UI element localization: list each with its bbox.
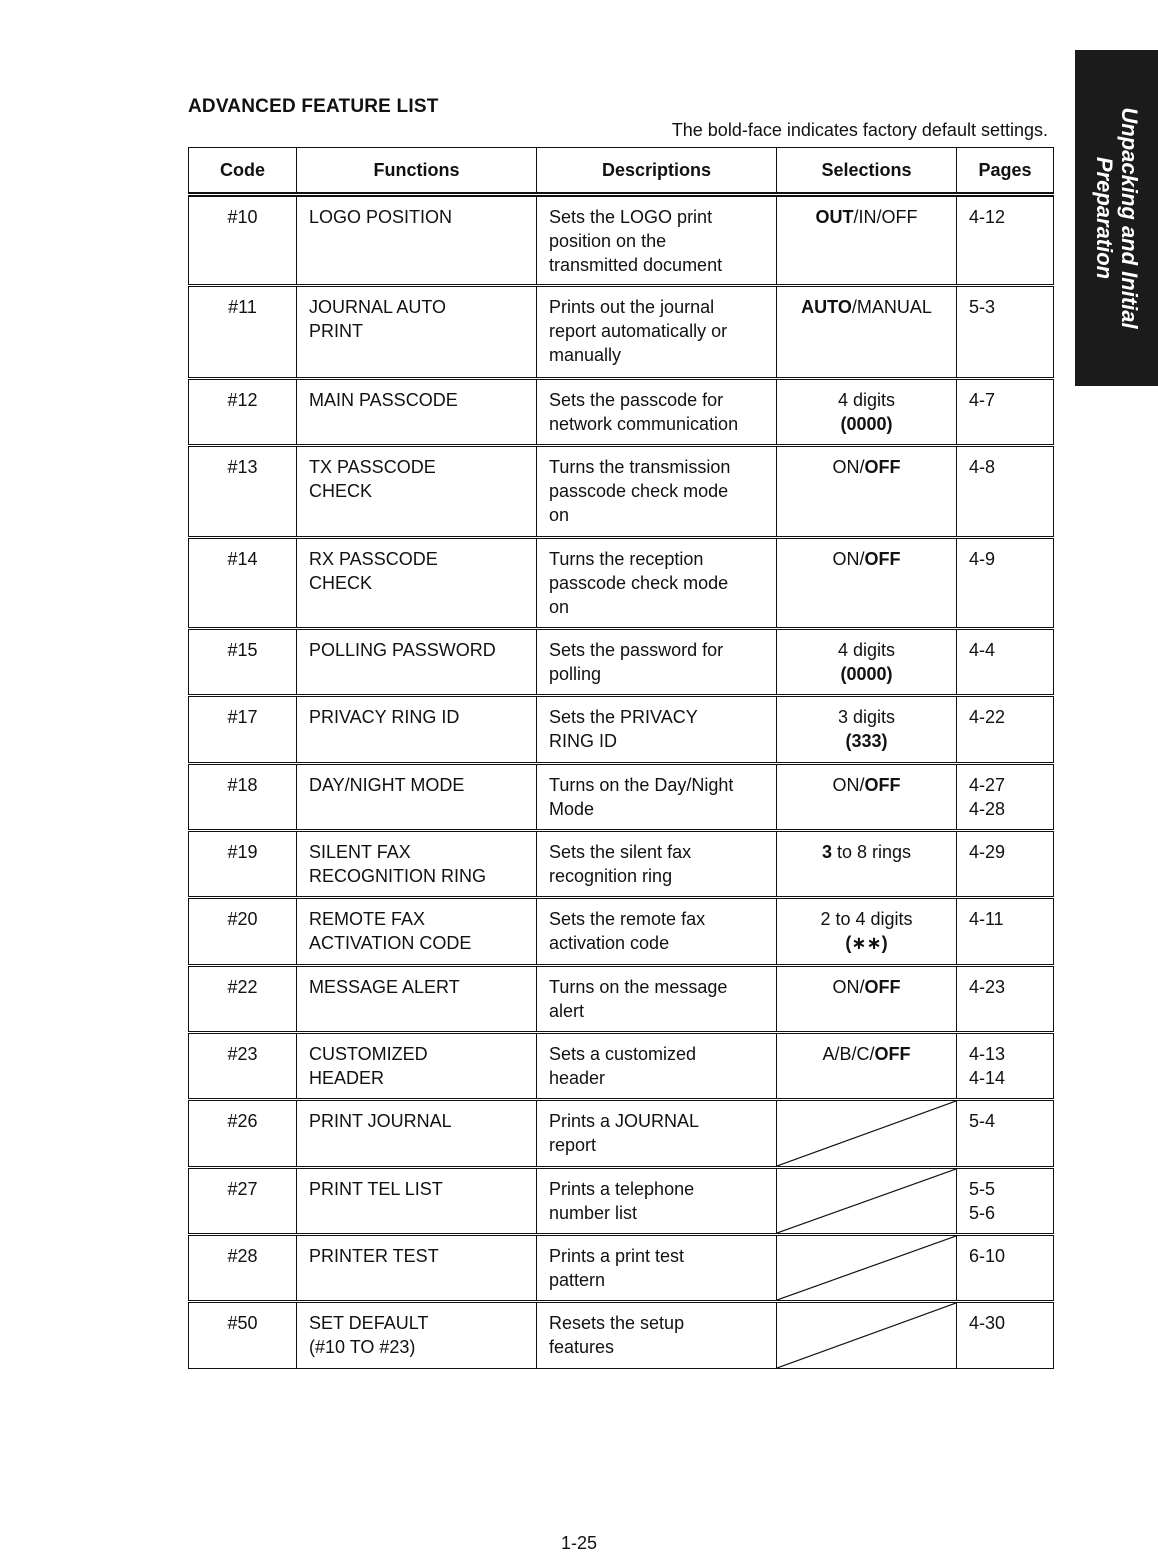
- page-reference: 4-11: [969, 909, 1004, 929]
- description-cell: [537, 898, 777, 966]
- code-cell: [189, 764, 297, 831]
- default-value: (0000): [840, 414, 893, 434]
- description-line: features: [549, 1337, 615, 1357]
- page-reference: 4-23: [969, 977, 1006, 997]
- header-selections: Selections: [777, 148, 957, 195]
- pages-cell: [957, 1235, 1054, 1302]
- description-cell: [537, 696, 777, 764]
- page-reference: 5-6: [969, 1203, 996, 1223]
- default-value: OFF: [874, 1044, 911, 1064]
- description-line: passcode check mode: [549, 573, 729, 593]
- feature-code: #20: [227, 909, 258, 929]
- description-cell: [537, 1168, 777, 1235]
- description-line: on: [549, 597, 570, 617]
- feature-code: #17: [227, 707, 258, 727]
- pages-cell: [957, 446, 1054, 538]
- function-cell: [297, 446, 537, 538]
- option-value: ON/: [832, 457, 865, 477]
- code-cell: [189, 379, 297, 446]
- page-reference: 4-30: [969, 1313, 1006, 1333]
- description-line: Turns on the message: [549, 977, 728, 997]
- function-line: DAY/NIGHT MODE: [309, 775, 465, 795]
- option-value: 2 to 4 digits: [820, 909, 913, 929]
- header-functions: Functions: [297, 148, 537, 195]
- table-row: [189, 1302, 1054, 1369]
- function-cell: [297, 195, 537, 286]
- code-cell: [189, 629, 297, 696]
- page-reference: 4-22: [969, 707, 1006, 727]
- default-settings-note: The bold-face indicates factory default settings.: [671, 120, 1048, 140]
- description-cell: [537, 286, 777, 379]
- description-line: Prints a telephone: [549, 1179, 695, 1199]
- description-line: pattern: [549, 1270, 606, 1290]
- description-cell: [537, 1100, 777, 1168]
- description-line: Sets the PRIVACY: [549, 707, 698, 727]
- selection-line: [777, 931, 956, 955]
- description-line: recognition ring: [549, 866, 673, 886]
- section-tab-label: Unpacking and Initial Preparation: [1091, 107, 1142, 329]
- selection-line: [777, 773, 956, 797]
- option-value: /IN/OFF: [853, 207, 918, 227]
- feature-code: #22: [227, 977, 258, 997]
- description-cell: [537, 379, 777, 446]
- description-cell: [537, 966, 777, 1033]
- table-row: [189, 1100, 1054, 1168]
- pages-cell: [957, 696, 1054, 764]
- description-line: Resets the setup: [549, 1313, 685, 1333]
- page-reference: 5-3: [969, 297, 996, 317]
- description-line: Mode: [549, 799, 595, 819]
- selection-cell: [777, 966, 957, 1033]
- function-line: REMOTE FAX: [309, 909, 426, 929]
- feature-code: #28: [227, 1246, 258, 1266]
- function-cell: [297, 1235, 537, 1302]
- selection-cell: [777, 1235, 957, 1302]
- header-pages: Pages: [957, 148, 1054, 195]
- function-line: PRINTER TEST: [309, 1246, 439, 1266]
- description-line: Turns the transmission: [549, 457, 731, 477]
- selection-cell: [777, 538, 957, 629]
- description-line: Sets the password for: [549, 640, 724, 660]
- selection-cell: [777, 286, 957, 379]
- description-cell: [537, 1235, 777, 1302]
- description-line: Sets a customized: [549, 1044, 697, 1064]
- code-cell: [189, 286, 297, 379]
- option-value: ON/: [832, 775, 865, 795]
- page-reference: 5-4: [969, 1111, 996, 1131]
- table-row: [189, 696, 1054, 764]
- description-line: header: [549, 1068, 606, 1088]
- code-cell: [189, 446, 297, 538]
- feature-code: #15: [227, 640, 258, 660]
- function-cell: [297, 1033, 537, 1100]
- feature-table: [188, 147, 1054, 1369]
- option-value: ON/: [832, 977, 865, 997]
- function-line: ACTIVATION CODE: [309, 933, 472, 953]
- page-reference: 4-27: [969, 775, 1006, 795]
- table-row: [189, 286, 1054, 379]
- pages-cell: [957, 379, 1054, 446]
- code-cell: [189, 696, 297, 764]
- description-line: Sets the LOGO print: [549, 207, 713, 227]
- selection-line: [777, 547, 956, 571]
- description-line: Sets the silent fax: [549, 842, 692, 862]
- function-cell: [297, 966, 537, 1033]
- pages-cell: [957, 831, 1054, 898]
- description-line: network communication: [549, 414, 739, 434]
- page-reference: 4-28: [969, 799, 1006, 819]
- description-cell: [537, 1033, 777, 1100]
- selection-line: [777, 388, 956, 412]
- description-cell: [537, 538, 777, 629]
- feature-code: #10: [227, 207, 258, 227]
- table-row: [189, 538, 1054, 629]
- description-line: transmitted document: [549, 255, 723, 275]
- selection-cell: [777, 831, 957, 898]
- function-line: MAIN PASSCODE: [309, 390, 458, 410]
- function-line: CHECK: [309, 481, 373, 501]
- description-line: manually: [549, 345, 622, 365]
- description-line: Sets the passcode for: [549, 390, 724, 410]
- selection-cell: [777, 764, 957, 831]
- description-line: activation code: [549, 933, 670, 953]
- pages-cell: [957, 286, 1054, 379]
- page-reference: 4-9: [969, 549, 996, 569]
- selection-cell: [777, 898, 957, 966]
- selection-cell: [777, 195, 957, 286]
- selection-line: [777, 455, 956, 479]
- feature-code: #50: [227, 1313, 258, 1333]
- function-line: MESSAGE ALERT: [309, 977, 460, 997]
- not-applicable-slash: [777, 1169, 956, 1233]
- page-reference: 4-29: [969, 842, 1006, 862]
- selection-line: [777, 295, 956, 319]
- default-value: (0000): [840, 664, 893, 684]
- description-cell: [537, 629, 777, 696]
- code-cell: [189, 1033, 297, 1100]
- description-cell: [537, 1302, 777, 1369]
- code-cell: [189, 1302, 297, 1369]
- header-code: Code: [189, 148, 297, 195]
- selection-cell: [777, 446, 957, 538]
- function-line: TX PASSCODE: [309, 457, 436, 477]
- table-row: [189, 379, 1054, 446]
- not-applicable-slash: [777, 1101, 956, 1166]
- table-row: [189, 1033, 1054, 1100]
- slash-line: [777, 1236, 956, 1300]
- description-cell: [537, 446, 777, 538]
- pages-cell: [957, 1033, 1054, 1100]
- selection-line: [777, 412, 956, 436]
- selection-line: [777, 205, 956, 229]
- feature-code: #27: [227, 1179, 258, 1199]
- selection-line: [777, 729, 956, 753]
- description-line: Turns on the Day/Night: [549, 775, 734, 795]
- default-value: OFF: [864, 549, 901, 569]
- table-row: [189, 446, 1054, 538]
- not-applicable-slash: [777, 1236, 956, 1300]
- function-line: PRINT TEL LIST: [309, 1179, 443, 1199]
- function-cell: [297, 764, 537, 831]
- selection-cell: [777, 1302, 957, 1369]
- section-tab[interactable]: [1075, 50, 1158, 386]
- page-reference: 4-14: [969, 1068, 1006, 1088]
- table-row: [189, 629, 1054, 696]
- selection-line: [777, 907, 956, 931]
- page-reference: 4-8: [969, 457, 996, 477]
- feature-code: #14: [227, 549, 258, 569]
- default-value: OFF: [864, 457, 901, 477]
- description-line: report: [549, 1135, 597, 1155]
- table-row: [189, 1235, 1054, 1302]
- default-value: AUTO: [801, 297, 852, 317]
- feature-code: #23: [227, 1044, 258, 1064]
- description-line: Sets the remote fax: [549, 909, 706, 929]
- page-title: ADVANCED FEATURE LIST: [188, 96, 439, 117]
- selection-line: [777, 840, 956, 864]
- page-reference: 4-12: [969, 207, 1006, 227]
- function-line: SILENT FAX: [309, 842, 411, 862]
- description-line: number list: [549, 1203, 638, 1223]
- page-reference: 4-4: [969, 640, 996, 660]
- selection-cell: [777, 1100, 957, 1168]
- default-value: 3: [821, 842, 832, 862]
- default-value: (333): [845, 731, 888, 751]
- function-line: CUSTOMIZED: [309, 1044, 428, 1064]
- description-cell: [537, 831, 777, 898]
- selection-cell: [777, 1033, 957, 1100]
- header-descriptions: Descriptions: [537, 148, 777, 195]
- selection-line: [777, 1042, 956, 1066]
- page-number: 1-25: [560, 1533, 598, 1553]
- function-cell: [297, 379, 537, 446]
- function-line: HEADER: [309, 1068, 385, 1088]
- feature-code: #18: [227, 775, 258, 795]
- function-line: RX PASSCODE: [309, 549, 438, 569]
- feature-code: #12: [227, 390, 258, 410]
- feature-code: #26: [227, 1111, 258, 1131]
- selection-line: [777, 975, 956, 999]
- slash-line: [777, 1303, 956, 1368]
- default-value: OFF: [864, 775, 901, 795]
- function-line: (#10 TO #23): [309, 1337, 416, 1357]
- code-cell: [189, 1235, 297, 1302]
- page-reference: 4-13: [969, 1044, 1006, 1064]
- description-cell: [537, 195, 777, 286]
- description-line: position on the: [549, 231, 667, 251]
- option-value: /MANUAL: [851, 297, 932, 317]
- option-value: 4 digits: [837, 640, 896, 660]
- table-row: [189, 764, 1054, 831]
- selection-cell: [777, 1168, 957, 1235]
- selection-line: [777, 662, 956, 686]
- description-line: RING ID: [549, 731, 618, 751]
- function-line: LOGO POSITION: [309, 207, 453, 227]
- page-reference: 6-10: [969, 1246, 1006, 1266]
- code-cell: [189, 831, 297, 898]
- function-line: PRINT JOURNAL: [309, 1111, 452, 1131]
- option-value: 3 digits: [837, 707, 896, 727]
- function-line: RECOGNITION RING: [309, 866, 487, 886]
- table-row: [189, 1168, 1054, 1235]
- function-line: PRINT: [309, 321, 363, 341]
- function-line: JOURNAL AUTO: [309, 297, 447, 317]
- code-cell: [189, 1100, 297, 1168]
- pages-cell: [957, 629, 1054, 696]
- feature-rows: [189, 195, 1054, 1369]
- function-cell: [297, 1100, 537, 1168]
- selection-line: [777, 705, 956, 729]
- table-row: [189, 195, 1054, 286]
- option-value: 4 digits: [837, 390, 896, 410]
- selection-line: [777, 638, 956, 662]
- description-line: report automatically or: [549, 321, 728, 341]
- function-cell: [297, 286, 537, 379]
- description-line: alert: [549, 1001, 585, 1021]
- description-cell: [537, 764, 777, 831]
- table-header-row: [189, 148, 1054, 195]
- description-line: on: [549, 505, 570, 525]
- feature-code: #19: [227, 842, 258, 862]
- pages-cell: [957, 898, 1054, 966]
- page-reference: 5-5: [969, 1179, 996, 1199]
- function-cell: [297, 898, 537, 966]
- description-line: Turns the reception: [549, 549, 704, 569]
- feature-code: #11: [228, 297, 257, 317]
- selection-cell: [777, 379, 957, 446]
- description-line: Prints a JOURNAL: [549, 1111, 700, 1131]
- description-line: Prints out the journal: [549, 297, 715, 317]
- function-cell: [297, 1168, 537, 1235]
- code-cell: [189, 1168, 297, 1235]
- slash-line: [777, 1101, 956, 1166]
- function-line: CHECK: [309, 573, 373, 593]
- code-cell: [189, 538, 297, 629]
- table-row: [189, 831, 1054, 898]
- page-reference: 4-7: [969, 390, 996, 410]
- code-cell: [189, 966, 297, 1033]
- not-applicable-slash: [777, 1303, 956, 1368]
- pages-cell: [957, 966, 1054, 1033]
- default-value: OFF: [864, 977, 901, 997]
- code-cell: [189, 898, 297, 966]
- function-line: SET DEFAULT: [309, 1313, 429, 1333]
- description-line: polling: [549, 664, 602, 684]
- pages-cell: [957, 1302, 1054, 1369]
- description-line: passcode check mode: [549, 481, 729, 501]
- pages-cell: [957, 195, 1054, 286]
- default-value: OUT: [815, 207, 854, 227]
- table-row: [189, 966, 1054, 1033]
- function-cell: [297, 831, 537, 898]
- description-line: Prints a print test: [549, 1246, 685, 1266]
- function-cell: [297, 538, 537, 629]
- code-cell: [189, 195, 297, 286]
- selection-cell: [777, 629, 957, 696]
- function-line: POLLING PASSWORD: [309, 640, 496, 660]
- pages-cell: [957, 764, 1054, 831]
- table-row: [189, 898, 1054, 966]
- feature-code: #13: [227, 457, 258, 477]
- function-cell: [297, 629, 537, 696]
- option-value: A/B/C/: [822, 1044, 875, 1064]
- option-value: to 8 rings: [831, 842, 912, 862]
- slash-line: [777, 1169, 956, 1233]
- function-line: PRIVACY RING ID: [309, 707, 460, 727]
- selection-cell: [777, 696, 957, 764]
- function-cell: [297, 696, 537, 764]
- pages-cell: [957, 538, 1054, 629]
- pages-cell: [957, 1100, 1054, 1168]
- option-value: ON/: [832, 549, 865, 569]
- pages-cell: [957, 1168, 1054, 1235]
- default-value: (∗∗): [845, 933, 888, 953]
- function-cell: [297, 1302, 537, 1369]
